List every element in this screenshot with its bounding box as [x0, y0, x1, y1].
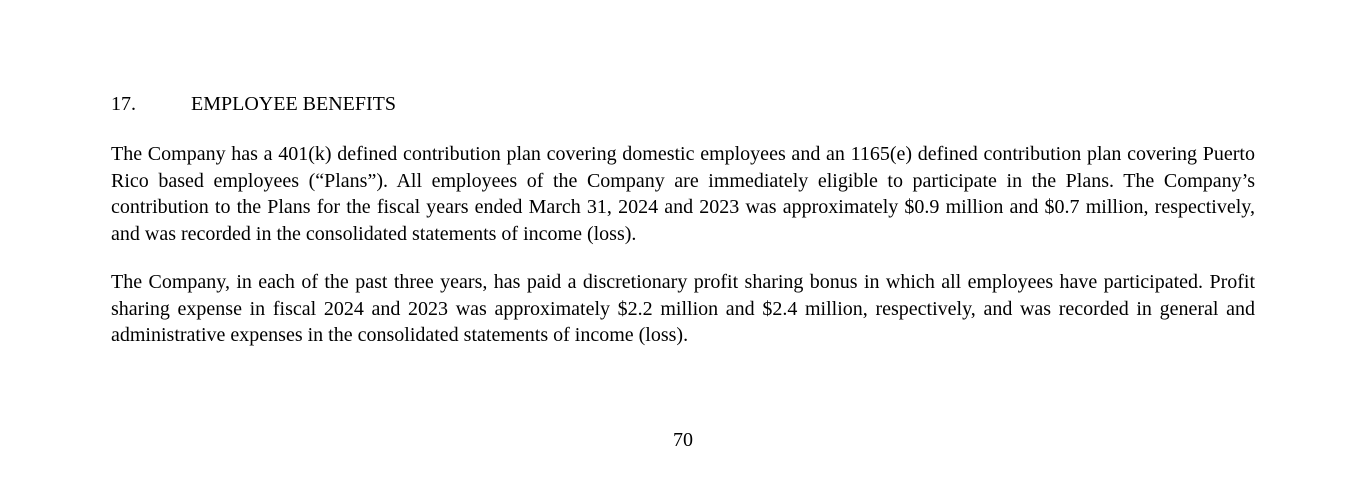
document-page [111, 0, 1255, 482]
paragraph-profit-sharing: The Company, in each of the past three years, has paid a discretionary profit sharing bonus in which all employees have participated. Profit sharing expense in fiscal 2024 and 2023 was approximately $2.2 million and $2.4 million, respectively, and was recorded in general and administrative expenses in the consolidated statements of income (loss). [111, 271, 1255, 347]
paragraph-plans: The Company has a 401(k) defined contribution plan covering domestic employees and an 1165(e) defined contribution plan covering Puerto Rico based employees (“Plans”). All employees of the Company are immediately eligible to participate in the Plans. The Company’s contribution to the Plans for the fiscal years ended March 31, 2024 and 2023 was approximately $0.9 million and $0.7 million, respectively, and was recorded in the consolidated statements of income (loss). [111, 143, 1255, 246]
page-number: 70 [673, 429, 693, 451]
section-title: EMPLOYEE BENEFITS [191, 93, 396, 115]
section-heading [111, 92, 396, 116]
section-number: 17. [111, 93, 136, 115]
